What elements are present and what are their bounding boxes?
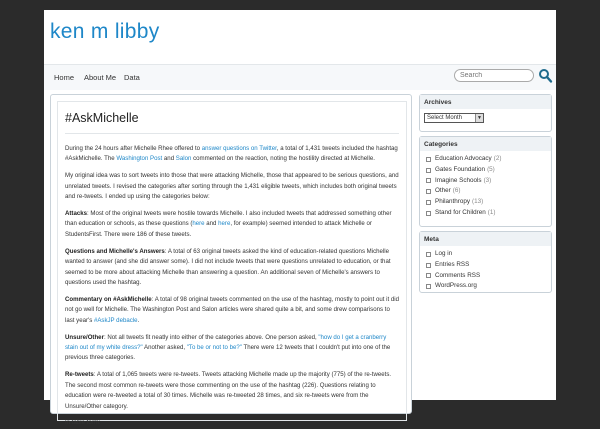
nav-bar — [44, 64, 556, 90]
widget-title: Meta — [420, 232, 551, 246]
nav-item-home[interactable]: Home — [54, 73, 75, 82]
widget-title: Categories — [420, 137, 551, 151]
category-item-imagine-schools[interactable]: Imagine Schools (3) — [425, 176, 546, 187]
post-paragraph: Re-tweets: A total of 1,065 tweets were re-tweets. Tweets attacking Michelle made up the majority (775) of the re-tweets. The second most common re-tweets were those commenting on the use of the hashtag (226). Questions relating to education were re-tweeted a total of 30 times. Michelle was re-tweeted 28 times, and six re-tweets were from the Unsure/Other category. — [65, 371, 392, 410]
post-paragraph: Unsure/Other: Not all tweets fit neatly into either of the categories above. One person asked, "how do I get a cranberry stain out of my white dress?" Another asked, "To be or not to be?" There were 12 tweets that I couldn't put into one of the previous three categories. — [65, 333, 391, 362]
widget-title: Archives — [420, 95, 551, 109]
bullet-icon — [426, 263, 431, 268]
bullet-icon — [426, 273, 431, 278]
select-value: Select Month — [427, 115, 463, 121]
meta-item-log-in[interactable]: Log in — [425, 249, 546, 260]
archives-widget — [419, 94, 552, 132]
meta-widget — [419, 231, 552, 293]
link-cranberry-stain[interactable]: "how do I get a cranberry stain out of my white dress?" — [65, 333, 387, 351]
search-icon[interactable] — [538, 68, 552, 83]
link-here-2[interactable]: here — [218, 220, 231, 228]
post-paragraph: In table form: — [65, 419, 101, 427]
post-paragraph: Commentary on #AskMichelle: A total of 98 original tweets commented on the use of the hashtag, mostly to point out it did not go well for Michelle. The Washington Post and Salon articles were shared quite a bit, and some drew comparisons to last year's #AskJP debacle. — [65, 295, 399, 324]
category-item-philanthropy[interactable]: Philanthropy (13) — [425, 197, 546, 208]
bullet-icon — [426, 284, 431, 289]
category-item-education-advocacy[interactable]: Education Advocacy (2) — [425, 154, 546, 165]
search-input[interactable] — [454, 69, 534, 82]
category-item-other[interactable]: Other (6) — [425, 186, 546, 197]
folder-icon — [426, 189, 431, 194]
link-to-be[interactable]: "To be or not to be?" — [186, 344, 242, 351]
folder-icon — [426, 178, 431, 183]
bullet-icon — [426, 252, 431, 257]
meta-item-wordpress-org[interactable]: WordPress.org — [425, 281, 546, 292]
archive-month-select[interactable] — [424, 113, 484, 123]
folder-icon — [426, 200, 431, 205]
post-title[interactable]: #AskMichelle — [65, 111, 399, 134]
meta-item-entries-rss[interactable]: Entries RSS — [425, 260, 546, 271]
folder-icon — [426, 168, 431, 173]
post-container — [50, 94, 412, 427]
meta-item-comments-rss[interactable]: Comments RSS — [425, 271, 546, 282]
link-washington-post[interactable]: Washington Post — [116, 155, 163, 163]
chevron-down-icon: ▼ — [475, 114, 483, 122]
link-askjp-debacle[interactable]: #AskJP debacle — [93, 316, 138, 324]
post-paragraph: My original idea was to sort tweets into those that were attacking Michelle, those that appeared to be serious questions, and unrelated tweets. I revised the categories after sorting through the 1,431 eligible tweets, which includes both original tweets and re-tweets. I ended up using the categories below: — [65, 172, 399, 201]
post-body — [57, 101, 407, 427]
category-item-gates-foundation[interactable]: Gates Foundation (5) — [425, 165, 546, 176]
nav-item-data[interactable]: Data — [124, 73, 140, 82]
link-answer-questions[interactable]: answer questions on Twitter — [201, 145, 277, 152]
folder-icon — [426, 211, 431, 216]
nav-item-about-me[interactable]: About Me — [84, 73, 117, 82]
site-title[interactable]: ken m libby — [50, 20, 160, 43]
post-paragraph: Attacks: Most of the original tweets were hostile towards Michelle. I also included tweets that addressed something other than education or schools, as these questions (here and here, for example) seemed intended to attack Michelle or StudentsFirst. There were 186 of these tweets. — [65, 210, 392, 238]
category-item-stand-for-children[interactable]: Stand for Children (1) — [425, 208, 546, 219]
link-here-1[interactable]: here — [192, 220, 205, 228]
folder-icon — [426, 157, 431, 162]
categories-widget — [419, 136, 552, 227]
post-paragraph: Questions and Michelle's Answers: A total of 63 original tweets asked the kind of education-related questions Michelle wanted to answer (and she did answer some). I did not include tweets that were questions unrelated to education, or that seemed to be more about attacking Michelle than answering a question. An additional seven of Michelle's answers to questions used the hashtag. — [65, 247, 391, 286]
link-salon[interactable]: Salon — [175, 155, 192, 163]
page-wrapper — [44, 10, 556, 427]
post-paragraph: During the 24 hours after Michelle Rhee offered to answer questions on Twitter, a total of 1,431 tweets included the hashtag #AskMichelle. The Washington Post and Salon commented on the reaction, noting the hostility directed at Michelle. — [65, 145, 398, 163]
